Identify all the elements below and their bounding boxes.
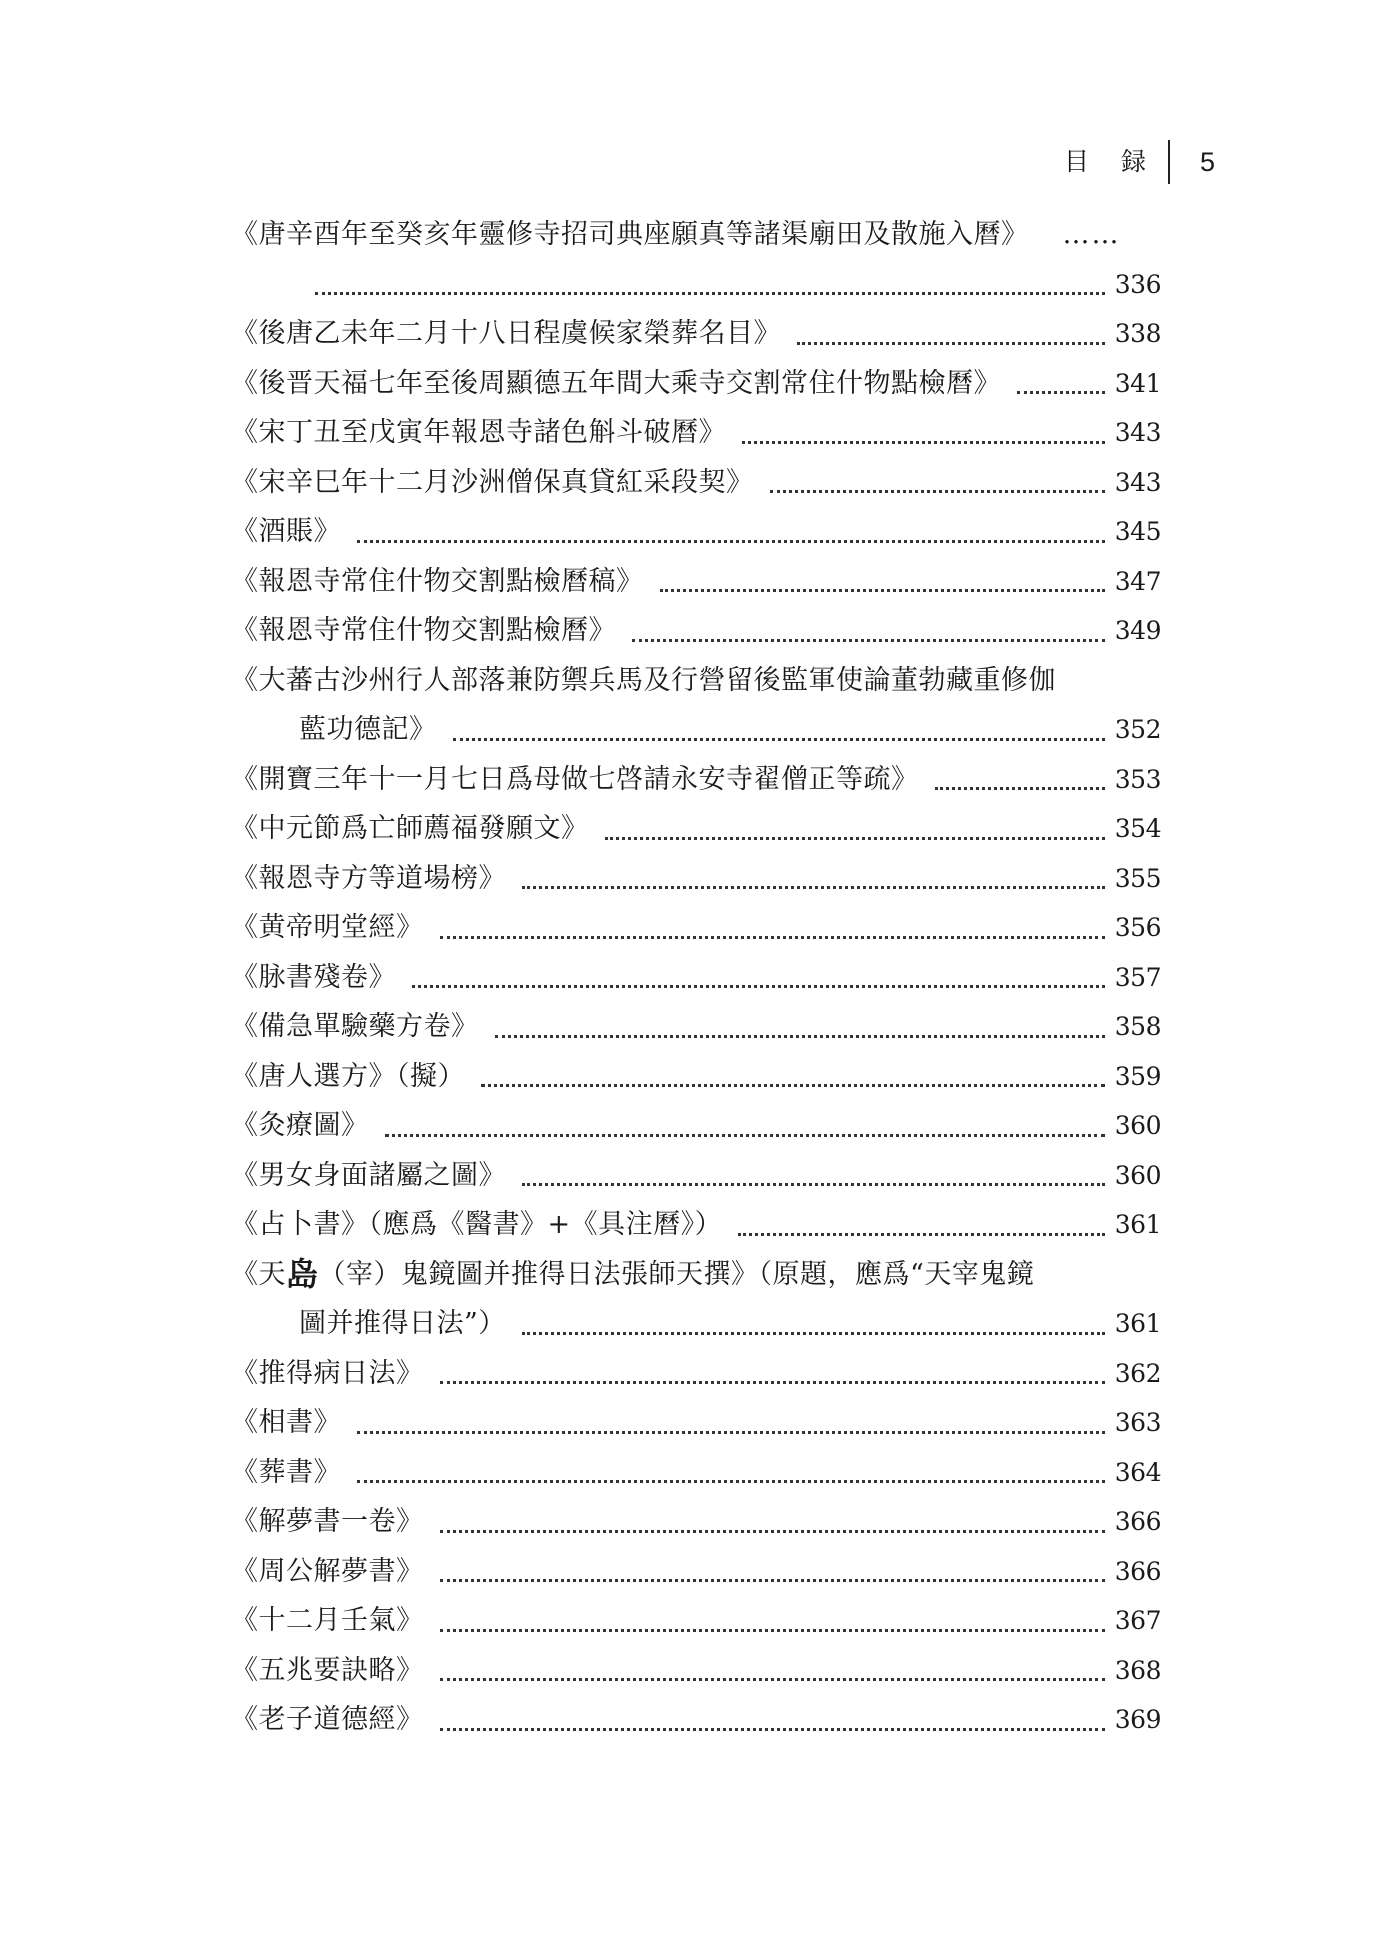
dot-leader: [605, 837, 1105, 840]
toc-entry: [231, 1101, 1161, 1151]
entry-title-cont: 藍功德記》: [299, 714, 437, 745]
toc-entry: [231, 1349, 1161, 1399]
entry-page: 343: [1114, 467, 1161, 497]
entry-page: 364: [1114, 1457, 1161, 1487]
entry-title: 《宋辛巳年十二月沙洲僧保真貸紅采段契》: [231, 466, 754, 498]
entry-title: 《周公解夢書》: [231, 1555, 424, 1587]
entry-page: 362: [1114, 1358, 1161, 1388]
dot-leader: [660, 589, 1105, 592]
entry-title: 《黄帝明堂經》: [231, 912, 424, 943]
entry-title: 《推得病日法》: [231, 1357, 424, 1389]
toc-entry: [231, 408, 1161, 458]
entry-title: 《五兆要訣略》: [231, 1654, 424, 1686]
dot-leader: [481, 1084, 1105, 1087]
toc-entry: [231, 656, 1161, 706]
entry-title: 《備急單驗藥方卷》: [231, 1011, 479, 1042]
toc-entry: [231, 903, 1161, 953]
toc-entry: [231, 309, 1161, 359]
entry-page: 354: [1114, 814, 1161, 843]
dot-leader: [632, 639, 1105, 642]
entry-page: 366: [1114, 1507, 1161, 1536]
toc-entry-continuation: [231, 260, 1161, 310]
entry-page: 357: [1114, 962, 1161, 992]
entry-page: 368: [1114, 1655, 1161, 1685]
entry-page: 363: [1114, 1408, 1161, 1437]
entry-page: 352: [1114, 715, 1161, 744]
toc-entry: [231, 1398, 1161, 1448]
entry-page: 338: [1114, 319, 1161, 348]
entry-title: 《解夢書一卷》: [231, 1506, 424, 1537]
entry-title: 《報恩寺常住什物交割點檢曆》: [231, 615, 616, 646]
toc-entry: [231, 1250, 1161, 1300]
entry-page: 360: [1114, 1111, 1161, 1140]
toc-entry-continuation: [231, 1299, 1161, 1349]
dot-leader: [522, 886, 1105, 889]
toc-entry: [231, 1596, 1161, 1646]
toc-entry: [231, 458, 1161, 508]
entry-leader-ellipsis: ……: [1062, 219, 1121, 250]
toc-entry: [231, 1002, 1161, 1052]
entry-page: 347: [1114, 566, 1161, 596]
toc-entry-continuation: [231, 705, 1161, 755]
entry-title: 《唐辛酉年至癸亥年靈修寺招司典座願真等諸渠廟田及散施入曆》: [231, 219, 1029, 250]
entry-title: 《男女身面諸屬之圖》: [231, 1159, 506, 1191]
dot-leader: [357, 1431, 1105, 1434]
entry-page: 360: [1114, 1160, 1161, 1190]
dot-leader: [440, 936, 1105, 939]
entry-page: 341: [1114, 368, 1161, 398]
header-rule: [1168, 140, 1170, 184]
entry-page: 361: [1114, 1309, 1161, 1338]
entry-page: 367: [1114, 1606, 1161, 1635]
dot-leader: [522, 1332, 1105, 1335]
entry-page: 358: [1114, 1012, 1161, 1041]
entry-title-part: （宰）鬼鏡圖并推得日法張師天撰》（原題，應爲“天宰鬼鏡: [318, 1258, 1035, 1290]
toc-entry: [231, 1200, 1161, 1250]
entry-title: 《老子道德經》: [231, 1704, 424, 1735]
dot-leader: [357, 1480, 1105, 1483]
toc-entry: [231, 1497, 1161, 1547]
toc-entry: [231, 1547, 1161, 1597]
toc-entry: [231, 557, 1161, 607]
entry-title: 《相書》: [231, 1407, 341, 1438]
entry-page: 369: [1114, 1705, 1161, 1734]
entry-title: 《中元節爲亡師薦福發願文》: [231, 813, 589, 844]
dot-leader: [742, 441, 1105, 444]
entry-title: [231, 1250, 1034, 1300]
toc-entry: [231, 854, 1161, 904]
entry-page: 349: [1114, 616, 1161, 645]
entry-page: 336: [1114, 269, 1161, 299]
dot-leader: [797, 342, 1105, 345]
dot-leader: [522, 1183, 1105, 1186]
toc-entry: [231, 755, 1161, 805]
dot-leader: [385, 1134, 1105, 1137]
entry-page: 355: [1114, 863, 1161, 893]
section-title: 目 録: [1064, 147, 1158, 176]
toc-entry: [231, 606, 1161, 656]
dot-leader: [453, 738, 1105, 741]
entry-title: 《葬書》: [231, 1456, 341, 1488]
entry-title-cont: 圖并推得日法”）: [299, 1308, 506, 1339]
dot-leader: [770, 490, 1105, 493]
toc-entry: [231, 1695, 1161, 1745]
dot-leader: [738, 1233, 1105, 1236]
entry-page: 345: [1114, 517, 1161, 546]
toc-entry: [231, 507, 1161, 557]
entry-page: 356: [1114, 913, 1161, 942]
toc-entry: [231, 359, 1161, 409]
toc-entry: [231, 804, 1161, 854]
dot-leader: [440, 1579, 1105, 1582]
entry-title: 《報恩寺常住什物交割點檢曆稿》: [231, 565, 644, 597]
entry-title: 《後晋天福七年至後周顯德五年間大乘寺交割常住什物點檢曆》: [231, 367, 1001, 399]
entry-title-part: 《天: [231, 1258, 286, 1290]
dot-leader: [440, 1530, 1105, 1533]
entry-title: 《灸療圖》: [231, 1110, 369, 1141]
dot-leader: [440, 1678, 1105, 1681]
entry-page: 343: [1114, 418, 1161, 447]
entry-page: 361: [1114, 1210, 1161, 1239]
entry-title: 《後唐乙未年二月十八日程虞候家榮葬名目》: [231, 318, 781, 349]
entry-title: 《占卜書》（應爲《醫書》+《具注曆》）: [231, 1209, 723, 1240]
entry-title: 《開寶三年十一月七日爲母做七啓請永安寺翟僧正等疏》: [231, 763, 919, 795]
dot-leader: [440, 1728, 1105, 1731]
toc-entry: [231, 1151, 1161, 1201]
entry-title: 《脉書殘卷》: [231, 961, 396, 993]
dot-leader: [440, 1629, 1105, 1632]
dot-leader: [1017, 391, 1105, 394]
rare-character: 𡷊: [286, 1254, 319, 1293]
dot-leader: [357, 540, 1105, 543]
entry-title: 《報恩寺方等道場榜》: [231, 862, 506, 894]
dot-leader: [935, 787, 1105, 790]
toc-entry: [231, 1052, 1161, 1102]
toc-entry: [231, 1646, 1161, 1696]
dot-leader: [495, 1035, 1105, 1038]
dot-leader: [412, 985, 1105, 988]
table-of-contents: [231, 210, 1161, 1745]
entry-title: 《宋丁丑至戊寅年報恩寺諸色斛斗破曆》: [231, 417, 726, 448]
toc-entry: [231, 953, 1161, 1003]
entry-title: 《酒賬》: [231, 516, 341, 547]
entry-page: 353: [1114, 764, 1161, 794]
entry-title: 《唐人選方》（擬）: [231, 1060, 465, 1092]
running-header: [1000, 142, 1230, 186]
entry-page: 359: [1114, 1061, 1161, 1091]
toc-entry: [231, 1448, 1161, 1498]
entry-title: 《十二月壬氣》: [231, 1605, 424, 1636]
dot-leader: [315, 292, 1105, 295]
page-number: 5: [1200, 147, 1216, 177]
entry-page: 366: [1114, 1556, 1161, 1586]
toc-entry: [231, 210, 1161, 260]
entry-title: 《大蕃古沙州行人部落兼防禦兵馬及行營留後監軍使論董勃藏重修伽: [231, 664, 1056, 696]
dot-leader: [440, 1381, 1105, 1384]
